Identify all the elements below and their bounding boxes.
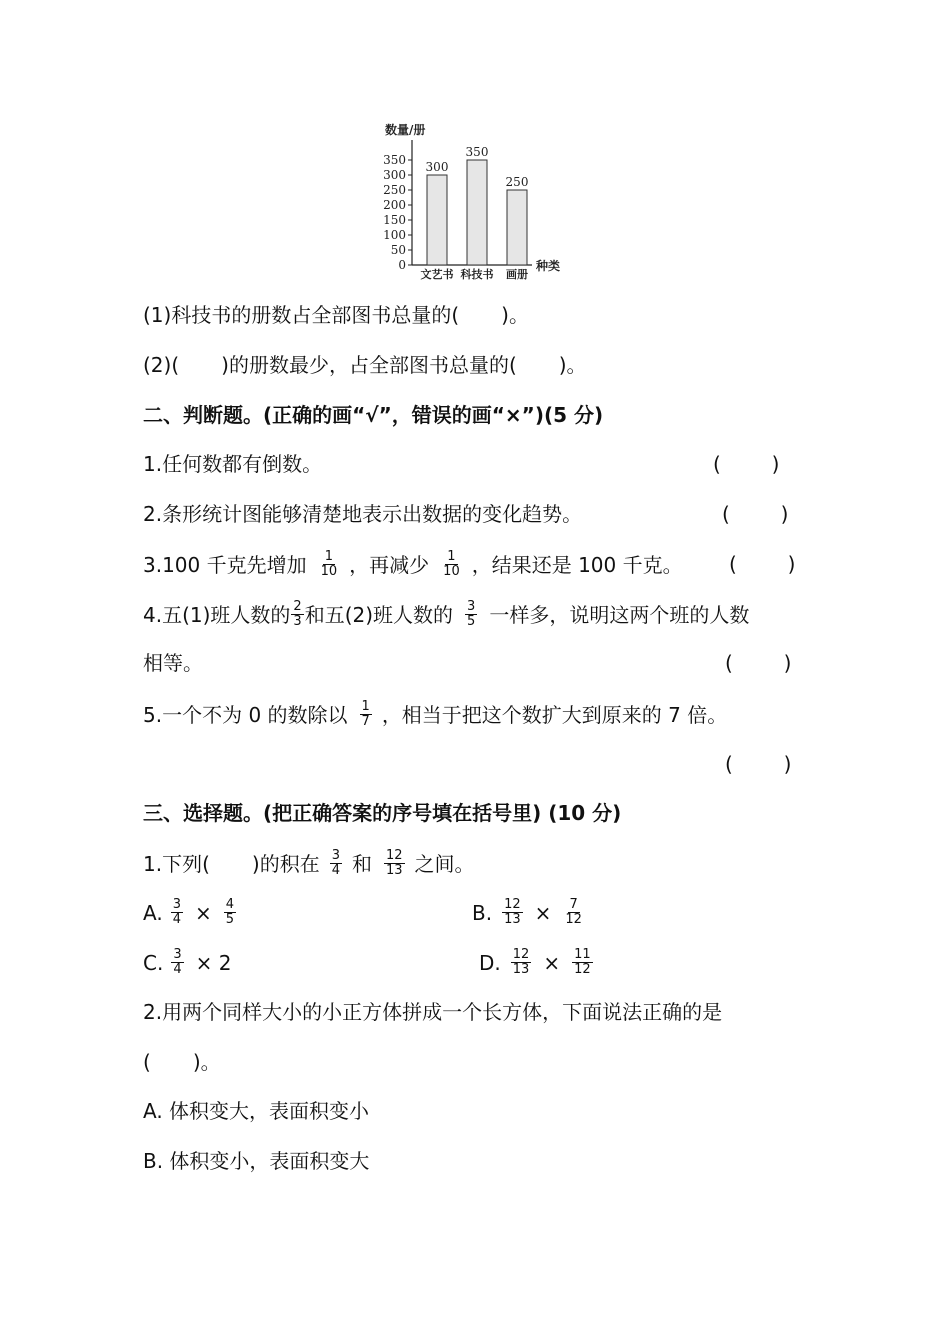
judge-1-answer[interactable]: ( ) [713, 452, 780, 476]
question-1 [143, 301, 529, 329]
x-tick-label: 画册 [506, 268, 528, 281]
data-label: 250 [505, 175, 529, 189]
bar [427, 175, 447, 265]
question-2-text-b: )的册数最少，占全部图书总量的( [221, 353, 517, 377]
fraction [502, 898, 523, 927]
option-c-tail: × 2 [195, 950, 232, 975]
x-tick-label: 科技书 [460, 268, 494, 281]
numerator: 1 [447, 549, 456, 564]
fraction [330, 849, 342, 878]
denominator: 12 [565, 912, 582, 927]
choice-2: 2.用两个同样大小的小正方体拼成一个长方体，下面说法正确的是 [143, 1000, 723, 1024]
fraction [171, 898, 183, 927]
denominator: 4 [331, 863, 340, 878]
choice-1-text-c: 之间。 [414, 851, 475, 876]
denominator: 4 [172, 912, 181, 927]
question-1-text: (1)科技书的册数占全部图书总量的( [143, 303, 460, 327]
numerator: 12 [504, 897, 521, 912]
fraction [319, 550, 340, 579]
denominator: 10 [320, 564, 338, 579]
numerator: 1 [324, 549, 334, 564]
y-tick-label: 250 [383, 183, 406, 197]
y-axis-label: 数量/册 [385, 123, 426, 137]
judge-3-text-c: ，结果还是 100 千克。 [471, 552, 683, 577]
y-tick-label: 0 [398, 258, 406, 272]
choice-2-option-b[interactable]: B. 体积变小，表面积变大 [143, 1149, 370, 1173]
denominator: 5 [467, 614, 476, 629]
x-tick-label: 文艺书 [420, 268, 454, 281]
data-label: 350 [465, 145, 489, 159]
numerator: 3 [172, 897, 181, 912]
numerator: 1 [361, 699, 370, 714]
y-tick-label: 200 [383, 198, 406, 212]
question-1-end: )。 [501, 303, 529, 327]
section-2-title: 二、判断题。(正确的画“√”，错误的画“×”)(5 分) [143, 403, 604, 427]
option-d[interactable] [479, 948, 599, 977]
judge-3-text-a: 3.100 千克先增加 [143, 552, 307, 577]
times-sign: × [534, 900, 552, 925]
judge-3 [143, 550, 683, 579]
numerator: 12 [385, 848, 403, 863]
judge-5-answer[interactable]: ( ) [725, 752, 792, 776]
numerator: 7 [569, 897, 578, 912]
judge-2-answer[interactable]: ( ) [722, 502, 789, 526]
judge-4-continued: 相等。 [143, 651, 203, 675]
choice-2-close: )。 [192, 1050, 221, 1074]
judge-1: 1.任何数都有倒数。 [143, 452, 323, 476]
judge-4-text-a: 4.五(1)班人数的 [143, 602, 291, 627]
judge-5-text-b: ，相当于把这个数扩大到原来的 7 倍。 [381, 702, 728, 727]
option-c[interactable] [143, 948, 231, 977]
numerator: 3 [331, 848, 340, 863]
y-tick-label: 100 [383, 228, 406, 242]
x-axis-label: 种类 [536, 259, 561, 273]
choice-2-blank-line [143, 1048, 221, 1076]
fraction [384, 849, 405, 878]
numerator: 4 [225, 897, 235, 912]
denominator: 13 [504, 912, 521, 927]
fraction [224, 898, 236, 927]
denominator: 13 [385, 863, 403, 878]
denominator: 5 [225, 912, 235, 927]
choice-1-text-a: 1.下列( [143, 851, 210, 876]
option-label: C. [143, 950, 164, 975]
times-sign: × [194, 900, 212, 925]
option-label: A. [143, 900, 163, 925]
judge-3-text-b: ，再减少 [349, 552, 430, 577]
section-3-title: 三、选择题。(把正确答案的序号填在括号里) (10 分) [143, 801, 622, 825]
fraction [291, 600, 303, 629]
numerator: 2 [293, 599, 302, 614]
fraction [563, 898, 584, 927]
y-tick-label: 50 [390, 243, 406, 257]
fraction [511, 948, 532, 977]
y-tick-label: 150 [383, 213, 406, 227]
choice-2-option-a[interactable]: A. 体积变大，表面积变小 [143, 1099, 370, 1123]
y-tick-label: 300 [383, 168, 406, 182]
question-2-text-a: (2)( [143, 353, 180, 377]
denominator: 4 [173, 962, 182, 977]
fraction [360, 700, 372, 729]
denominator: 7 [361, 714, 370, 729]
choice-2-open: ( [143, 1050, 151, 1074]
judge-2: 2.条形统计图能够清楚地表示出数据的变化趋势。 [143, 502, 583, 526]
judge-4-answer[interactable]: ( ) [725, 651, 792, 675]
data-label: 300 [425, 160, 449, 174]
question-2 [143, 351, 587, 379]
judge-4-text-b: 和五(2)班人数的 [304, 602, 454, 627]
judge-4 [143, 600, 749, 629]
option-label: D. [479, 950, 501, 975]
denominator: 12 [574, 962, 591, 977]
judge-5 [143, 700, 727, 729]
fraction [171, 948, 183, 977]
option-a[interactable] [143, 898, 242, 927]
denominator: 13 [512, 962, 530, 977]
choice-1 [143, 849, 475, 878]
fraction [572, 948, 593, 977]
choice-1-text-b: )的积在 [251, 851, 320, 876]
numerator: 3 [173, 947, 182, 962]
judge-3-answer[interactable]: ( ) [729, 552, 796, 576]
question-2-text-c: )。 [558, 353, 587, 377]
choice-1-and: 和 [351, 851, 372, 876]
y-tick-label: 350 [383, 153, 406, 167]
bar [507, 190, 527, 265]
denominator: 3 [293, 614, 302, 629]
bar-chart [0, 0, 950, 290]
numerator: 12 [512, 947, 530, 962]
option-label: B. [472, 900, 493, 925]
bar [467, 160, 487, 265]
fraction [441, 550, 462, 579]
denominator: 10 [443, 564, 460, 579]
judge-5-text-a: 5.一个不为 0 的数除以 [143, 702, 348, 727]
numerator: 11 [574, 947, 591, 962]
numerator: 3 [467, 599, 476, 614]
judge-4-text-c: 一样多，说明这两个班的人数 [489, 602, 750, 627]
times-sign: × [543, 950, 561, 975]
option-b[interactable] [472, 898, 590, 927]
fraction [465, 600, 477, 629]
